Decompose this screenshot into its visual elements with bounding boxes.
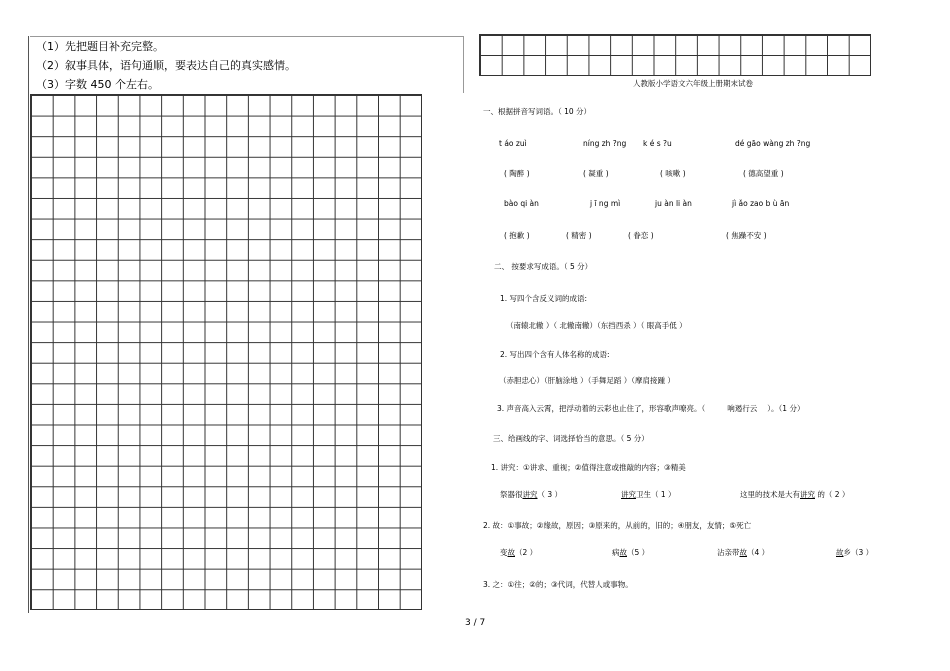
composition-instructions <box>30 36 464 93</box>
q2-item-3-pre: 沾亲带 <box>717 548 740 557</box>
page-number: 3 / 7 <box>465 618 486 628</box>
pinyin-2-2: j ī ng mì <box>590 199 621 208</box>
section2-q3-prefix: 3. 声音高入云霄，把浮动着的云彩也止住了，形容歌声嘹亮。（ <box>497 404 706 413</box>
pinyin-2-3: ju àn li àn <box>655 199 692 208</box>
section3-q1-definitions: 1. 讲究：①讲求、重视；②值得注意或推敲的内容；③精美 <box>491 463 686 472</box>
q1-item-3-pre: 这里的技术是大有 <box>740 490 800 499</box>
q2-item-4-word: 故 <box>836 548 844 557</box>
section2-q2: 2. 写出四个含有人体名称的成语: <box>500 350 610 359</box>
q1-item-1-answer: （ 3 ） <box>537 490 563 499</box>
pinyin-1-3: k é s ?u <box>643 139 672 148</box>
section2-q3-answer: 响遏行云 <box>727 404 758 413</box>
left-margin-rule <box>28 36 29 613</box>
answer-1-2: ( 凝重 ) <box>583 169 609 178</box>
q2-item-2-answer: （5 ） <box>627 548 650 557</box>
answer-2-3: ( 眷恋 ) <box>628 231 654 240</box>
section2-q3-suffix: ）。（1 分） <box>767 404 805 413</box>
q1-item-1 <box>500 489 562 500</box>
q1-item-2-word: 讲究 <box>621 490 636 499</box>
pinyin-1-2: níng zh ?ng <box>583 139 627 148</box>
q2-item-1-answer: （2 ） <box>515 548 538 557</box>
pinyin-2-4: jì ǎo zao b ù ān <box>732 199 790 208</box>
instruction-line-2: （2）叙事具体，语句通顺，要表达自己的真实感情。 <box>36 59 296 72</box>
answer-1-1: ( 陶醉 ) <box>504 169 530 178</box>
q1-item-3 <box>740 489 849 500</box>
answer-2-1: ( 抱歉 ) <box>504 231 530 240</box>
answer-2-4: ( 焦躁不安 ) <box>726 231 767 240</box>
q2-item-1-word: 故 <box>507 548 515 557</box>
section3-q3-definitions: 3. 之：①往；②的；③代词，代替人或事物。 <box>483 580 633 589</box>
section2-q1: 1. 写四个含反义词的成语: <box>500 294 588 303</box>
q2-item-1 <box>500 547 537 558</box>
q2-item-3-word: 故 <box>739 548 747 557</box>
q2-item-4-answer: 乡（3 ） <box>843 548 874 557</box>
section2-heading: 二、 按要求写成语。（ 5 分） <box>494 262 593 271</box>
section2-a1: （南辕北辙 ）（ 北辙南辙）（东挡西杀 ）（ 眼高手低 ） <box>506 321 687 330</box>
section3-q2-definitions: 2. 故：①事故；②缘故，原因；③原来的，从前的，旧的；④朋友，友情；⑤死亡 <box>483 521 752 530</box>
q1-item-3-answer: 的（ 2 ） <box>815 490 850 499</box>
pinyin-1-4: dé gāo wàng zh ?ng <box>735 139 811 148</box>
q2-item-2-pre: 病 <box>612 548 620 557</box>
answer-box-grid <box>479 34 871 76</box>
q2-item-1-pre: 变 <box>500 548 508 557</box>
section2-q3 <box>497 403 804 414</box>
instruction-line-1: （1）先把题目补充完整。 <box>36 40 164 53</box>
composition-writing-grid <box>30 94 422 610</box>
answer-1-3: ( 咳嗽 ) <box>660 169 686 178</box>
q1-item-1-word: 讲究 <box>522 490 538 499</box>
q2-item-2 <box>612 547 649 558</box>
q1-item-2-answer: 卫生（ 1 ） <box>636 490 676 499</box>
pinyin-2-1: bào qi àn <box>504 199 539 208</box>
q1-item-1-pre: 祭器很 <box>500 490 523 499</box>
section2-a2: （赤胆忠心）（肝脑涂地 ）（手舞足蹈 ）（摩肩接踵 ） <box>499 376 675 385</box>
instruction-line-3: （3）字数 450 个左右。 <box>36 78 159 91</box>
q2-item-4 <box>836 547 873 558</box>
section3-heading: 三、给画线的字、词选择恰当的意思。（ 5 分） <box>493 434 649 443</box>
q1-item-3-word: 讲究 <box>800 490 815 499</box>
q2-item-3 <box>717 547 769 558</box>
q2-item-3-answer: （4 ） <box>747 548 770 557</box>
answer-2-2: ( 精密 ) <box>566 231 592 240</box>
exam-title: 人教版小学语文六年级上册期末试卷 <box>633 79 753 88</box>
section1-heading: 一、根据拼音写词语。（ 10 分） <box>483 107 592 116</box>
q1-item-2 <box>621 489 676 500</box>
answer-1-4: ( 德高望重 ) <box>743 169 784 178</box>
q2-item-2-word: 故 <box>619 548 627 557</box>
pinyin-1-1: t áo zuì <box>499 139 527 148</box>
